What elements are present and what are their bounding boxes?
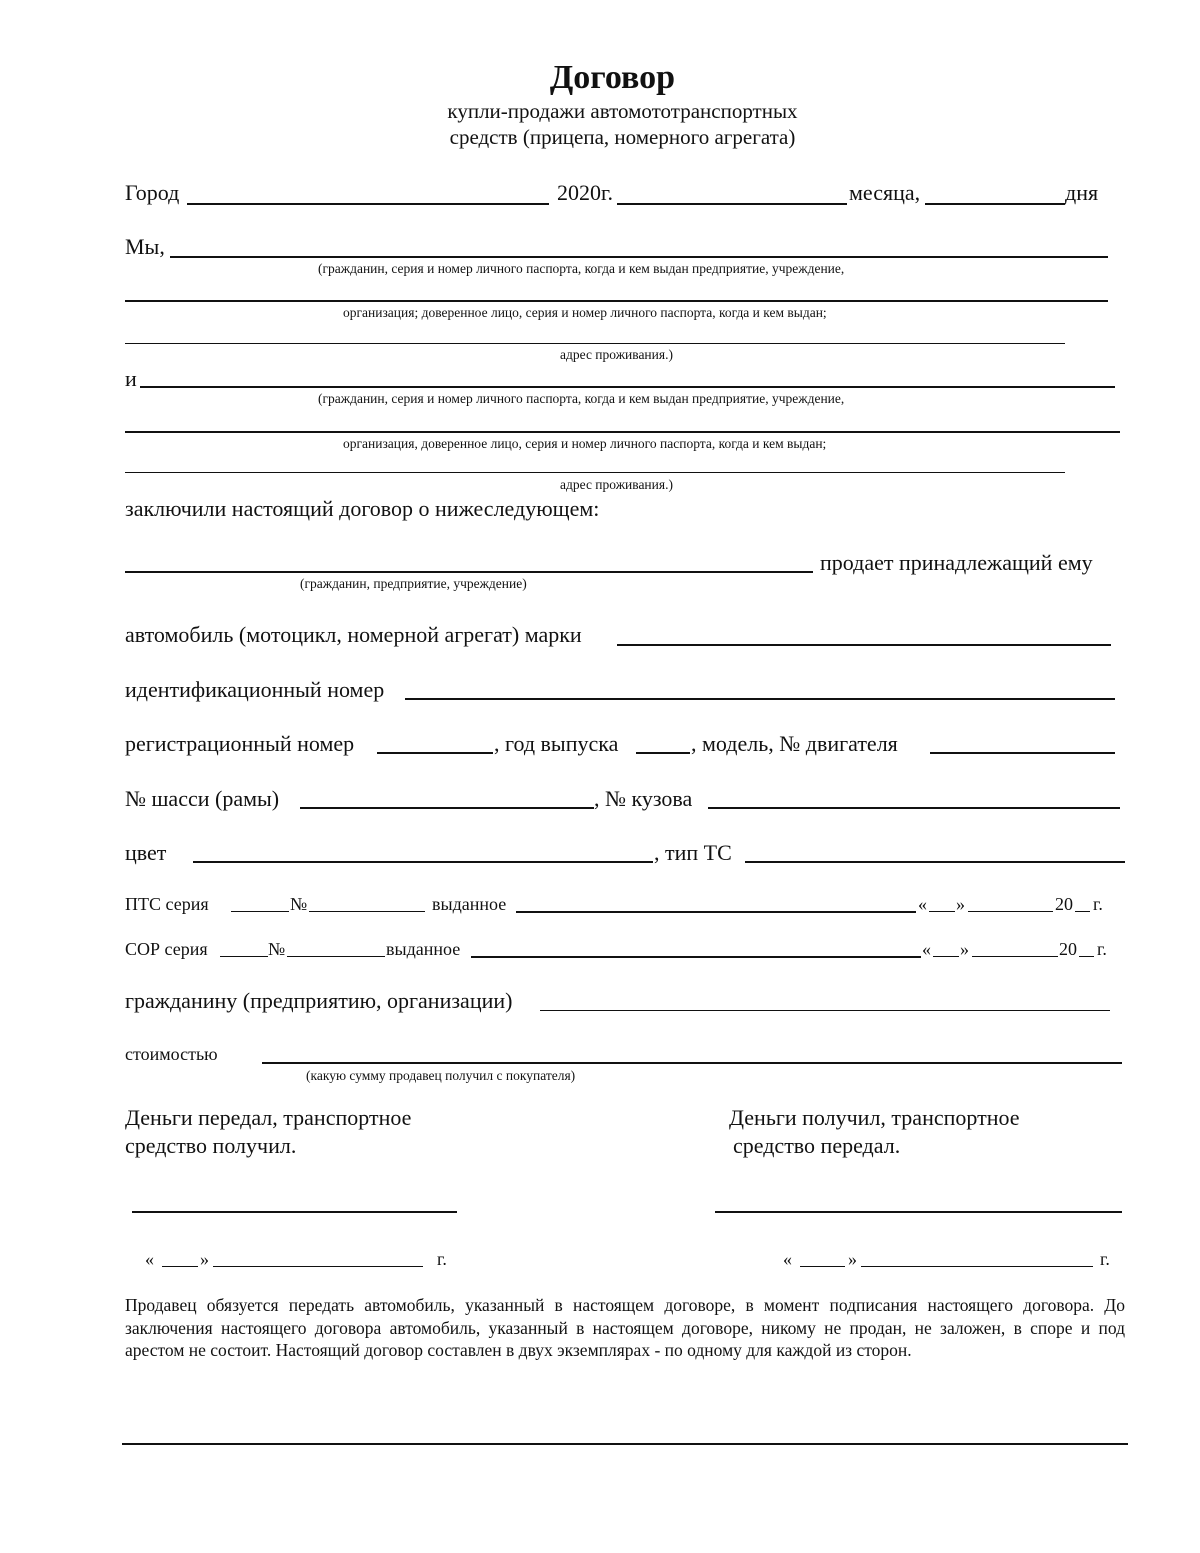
- party1-caption-1: (гражданин, серия и номер личного паспорта, когда и кем выдан предприятие, учреждение,: [318, 261, 845, 276]
- city-label: Город: [125, 180, 180, 205]
- party1-field-line-1[interactable]: [170, 256, 1108, 258]
- party2-caption-3: адрес проживания.): [560, 477, 673, 492]
- seller-date-day-field[interactable]: [800, 1266, 845, 1267]
- color-field[interactable]: [193, 861, 653, 863]
- buyer-label: гражданину (предприятию, организации): [125, 988, 513, 1013]
- sor-series-label: СОР серия: [125, 939, 208, 959]
- month-field[interactable]: [617, 203, 847, 205]
- buyer-date-month-field[interactable]: [213, 1266, 423, 1267]
- pts-year-prefix: 20: [1055, 894, 1073, 914]
- sells-text: продает принадлежащий ему: [820, 550, 1093, 575]
- we-label: Мы,: [125, 234, 165, 259]
- month-label: месяца,: [849, 180, 921, 205]
- bottom-rule: [122, 1443, 1128, 1445]
- buyer-field[interactable]: [540, 1010, 1110, 1011]
- city-field[interactable]: [187, 203, 549, 205]
- buyer-signature-field[interactable]: [132, 1211, 457, 1213]
- party2-caption-2: организация, доверенное лицо, серия и номер личного паспорта, когда и кем выдан;: [343, 436, 827, 451]
- seller-date-open: «: [783, 1249, 792, 1269]
- cost-field[interactable]: [262, 1062, 1122, 1064]
- pts-date-open: «: [918, 894, 927, 914]
- chassis-label: № шасси (рамы): [125, 786, 280, 811]
- seller-date-month-field[interactable]: [861, 1266, 1093, 1267]
- party2-field-line-2[interactable]: [125, 431, 1120, 433]
- reg-number-label: регистрационный номер: [125, 731, 355, 756]
- year-made-field[interactable]: [636, 752, 690, 754]
- seller-date-close: »: [848, 1249, 857, 1269]
- concluded-text: заключили настоящий договор о нижеследующем:: [125, 496, 600, 521]
- sor-date-open: «: [922, 939, 931, 959]
- sor-number-label: №: [268, 939, 286, 959]
- party1-caption-2: организация; доверенное лицо, серия и номер личного паспорта, когда и кем выдан;: [343, 305, 827, 320]
- buyer-date-close: »: [200, 1249, 209, 1269]
- sor-year-suffix: г.: [1097, 939, 1107, 959]
- pts-series-field[interactable]: [231, 911, 289, 912]
- sor-series-field[interactable]: [220, 956, 268, 957]
- sor-month-field[interactable]: [972, 956, 1058, 957]
- pts-issued-label: выданное: [432, 894, 507, 914]
- party1-field-line-3[interactable]: [125, 343, 1065, 344]
- vin-field[interactable]: [405, 698, 1115, 700]
- sor-issued-field[interactable]: [471, 956, 921, 958]
- pts-year-field[interactable]: [1075, 911, 1090, 912]
- buyer-date-day-field[interactable]: [162, 1266, 198, 1267]
- vehicle-type-label: , тип ТС: [654, 840, 732, 865]
- document-subtitle-line-1: купли-продажи автомототранспортных: [447, 99, 798, 123]
- seller-sign-text-1: Деньги получил, транспортное: [729, 1105, 1020, 1130]
- seller-date-year-suffix: г.: [1100, 1249, 1110, 1269]
- color-label: цвет: [125, 840, 167, 865]
- buyer-sign-text-2: средство получил.: [125, 1133, 297, 1158]
- party1-caption-3: адрес проживания.): [560, 347, 673, 362]
- party2-caption-1: (гражданин, серия и номер личного паспорта, когда и кем выдан предприятие, учреждение,: [318, 391, 845, 406]
- year-made-label: , год выпуска: [494, 731, 619, 756]
- seller-caption: (гражданин, предприятие, учреждение): [300, 576, 527, 591]
- seller-field[interactable]: [125, 571, 813, 573]
- buyer-date-open: «: [145, 1249, 154, 1269]
- seller-sign-text-2: средство передал.: [733, 1133, 901, 1158]
- cost-label: стоимостью: [125, 1044, 218, 1064]
- pts-year-suffix: г.: [1093, 894, 1103, 914]
- sor-number-field[interactable]: [287, 956, 385, 957]
- reg-number-field[interactable]: [377, 752, 493, 754]
- party2-field-line-3[interactable]: [125, 472, 1065, 473]
- sor-issued-label: выданное: [386, 939, 461, 959]
- party2-field-line-1[interactable]: [140, 386, 1115, 388]
- cost-caption: (какую сумму продавец получил с покупателя): [306, 1068, 576, 1083]
- model-engine-label: , модель, № двигателя: [691, 731, 898, 756]
- seller-signature-field[interactable]: [715, 1211, 1122, 1213]
- day-field[interactable]: [925, 203, 1065, 205]
- sor-year-field[interactable]: [1079, 956, 1094, 957]
- buyer-date-year-suffix: г.: [437, 1249, 447, 1269]
- pts-day-field[interactable]: [929, 911, 955, 912]
- document-subtitle-line-2: средств (прицепа, номерного агрегата): [449, 125, 796, 149]
- vin-label: идентификационный номер: [125, 677, 385, 702]
- body-field[interactable]: [708, 807, 1120, 809]
- party1-field-line-2[interactable]: [125, 300, 1108, 302]
- sor-day-field[interactable]: [933, 956, 959, 957]
- year-label: 2020г.: [557, 180, 614, 205]
- document-title: Договор: [549, 59, 676, 96]
- pts-series-label: ПТС серия: [125, 894, 209, 914]
- engine-number-field[interactable]: [930, 752, 1115, 754]
- terms-paragraph: Продавец обязуется передать автомобиль, указанный в настоящем договоре, в момент подписания настоящего договора. До заключения настоящего договора автомобиль, указанный в настоящем договоре, никому не продан, не заложен, в споре и под арестом не состоит. Настоящий договор составлен в двух экземплярах - по одному для каждой из сторон.: [125, 1295, 1125, 1360]
- pts-number-label: №: [290, 894, 308, 914]
- pts-date-close: »: [956, 894, 965, 914]
- pts-month-field[interactable]: [968, 911, 1053, 912]
- car-brand-field[interactable]: [617, 644, 1111, 646]
- car-brand-label: автомобиль (мотоцикл, номерной агрегат) марки: [125, 622, 582, 647]
- day-label: дня: [1065, 180, 1099, 205]
- buyer-sign-text-1: Деньги передал, транспортное: [125, 1105, 412, 1130]
- pts-number-field[interactable]: [309, 911, 425, 912]
- body-label: , № кузова: [594, 786, 693, 811]
- chassis-field[interactable]: [300, 807, 594, 809]
- vehicle-type-field[interactable]: [745, 861, 1125, 863]
- and-label: и: [125, 366, 137, 391]
- pts-issued-field[interactable]: [516, 911, 916, 913]
- sor-date-close: »: [960, 939, 969, 959]
- sor-year-prefix: 20: [1059, 939, 1077, 959]
